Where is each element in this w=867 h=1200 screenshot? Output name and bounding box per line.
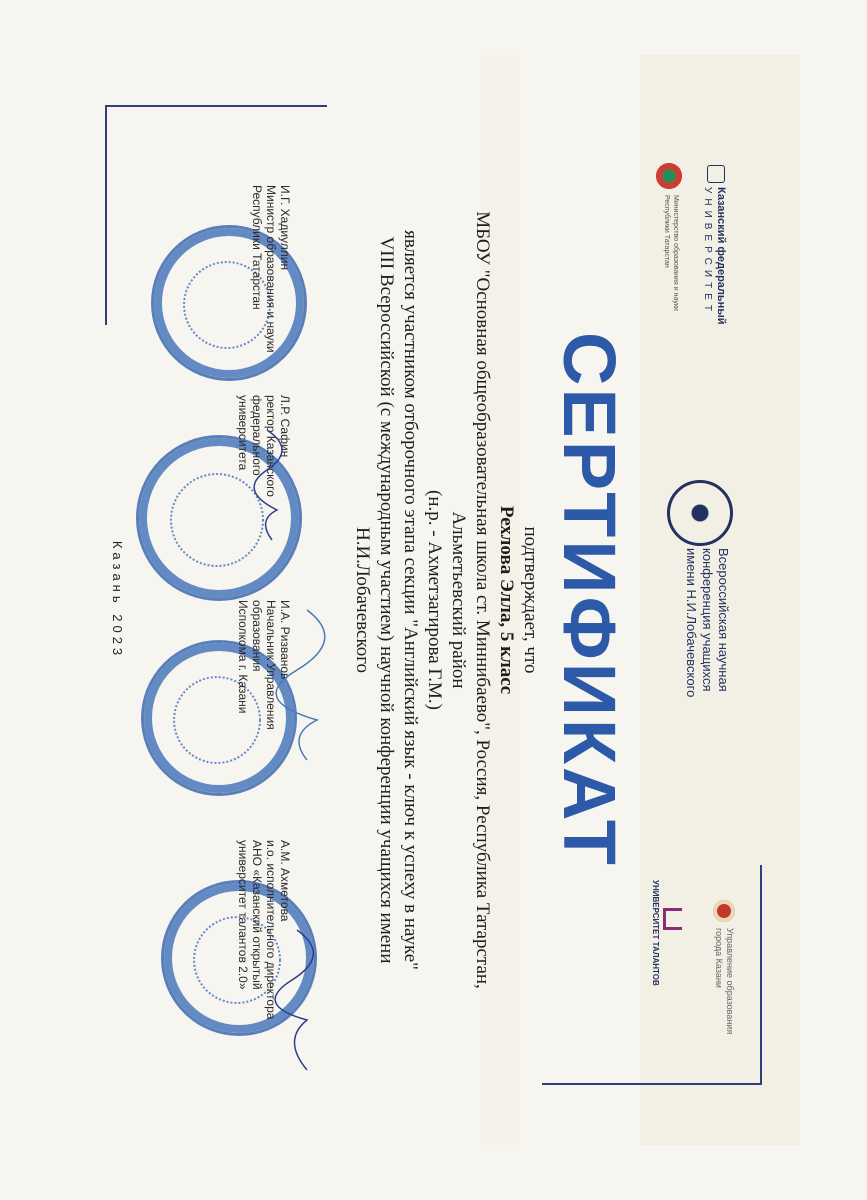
kfu-subname: УНИВЕРСИТЕТ bbox=[702, 187, 713, 316]
signatory-3-name: И.А. Ризванов bbox=[278, 600, 292, 680]
signatory-3-title-2: Исполкома г. Казани bbox=[236, 600, 250, 714]
talent-univ-name: УНИВЕРСИТЕТ ТАЛАНТОВ bbox=[651, 880, 660, 986]
conference-full-name: VIII Всероссийской (с международным участием) научной конференции учащихся имени bbox=[376, 236, 397, 964]
signatory-4-title-3: университет талантов 2.0» bbox=[236, 840, 250, 990]
student-name: Рехлова Элла, 5 класс bbox=[496, 505, 517, 695]
conference-line-2: конференция учащихся bbox=[700, 548, 715, 692]
signatory-1-name: И.Г. Хадиуллин bbox=[278, 185, 292, 271]
certificate-title: СЕРТИФИКАТ bbox=[548, 331, 631, 869]
frame-line-top-left-v bbox=[105, 105, 327, 107]
school-name: МБОУ "Основная общеобразовательная школа ст. Миннибаево", Россия, Республика Татарстан, bbox=[472, 211, 493, 989]
signatory-2-title-2: университета bbox=[236, 395, 250, 471]
district: Альметьевский район bbox=[448, 511, 469, 689]
tatarstan-emblem-icon bbox=[656, 163, 682, 189]
conference-logo bbox=[657, 480, 737, 740]
signatory-2 bbox=[236, 395, 292, 565]
frame-line-bottom-right bbox=[760, 865, 762, 1085]
kfu-logo bbox=[687, 165, 727, 335]
conference-line-3: имени Н.И.Лобачевского bbox=[684, 548, 699, 698]
signatory-1 bbox=[250, 185, 292, 355]
signatory-3 bbox=[236, 600, 292, 790]
conference-line-1: Всероссийская научная bbox=[716, 548, 731, 692]
ministry-name: Министерство образования и науки Республики Татарстан bbox=[663, 195, 679, 311]
kazan-emblem-icon bbox=[713, 900, 735, 922]
frame-line-top-left bbox=[105, 105, 107, 325]
ministry-logo bbox=[642, 165, 682, 335]
talent-univ-icon bbox=[663, 908, 682, 930]
signatory-2-name: Л.Р. Сафин bbox=[278, 395, 292, 458]
signatory-3-title-1: Начальник Управления образования bbox=[250, 600, 278, 730]
signatory-1-title-2: Республики Татарстан bbox=[250, 185, 264, 310]
namesake: Н.И.Лобачевского bbox=[352, 526, 373, 674]
kfu-name: Казанский федеральный bbox=[715, 187, 727, 325]
kfu-emblem-icon bbox=[707, 165, 725, 183]
signatory-4 bbox=[236, 840, 292, 1030]
atom-logo-icon bbox=[667, 480, 733, 546]
signatory-2-title-1: ректор Казанского федерального bbox=[250, 395, 278, 497]
kazan-edu-name: Управление образования города Казани bbox=[714, 928, 735, 1035]
confirms-text: подтверждает, что bbox=[520, 526, 541, 674]
signatory-4-title-1: и.о. исполнительного директора bbox=[264, 840, 278, 1020]
supervisor: (н.р. - Ахметзагирова Г.М.) bbox=[424, 490, 445, 710]
signatory-1-title-1: Министр образования и науки bbox=[264, 185, 278, 353]
talent-univ-logo bbox=[632, 880, 682, 1000]
signatory-4-name: А.М. Ахметова bbox=[278, 840, 292, 922]
participation-text: является участником отборочного этапа секции "Английский язык - ключ к успеху в науке" bbox=[400, 230, 421, 970]
city-year: Казань 2023 bbox=[110, 540, 125, 660]
kazan-edu-logo bbox=[697, 900, 737, 1050]
signatory-4-title-2: АНО «Казанский открытый bbox=[250, 840, 264, 990]
